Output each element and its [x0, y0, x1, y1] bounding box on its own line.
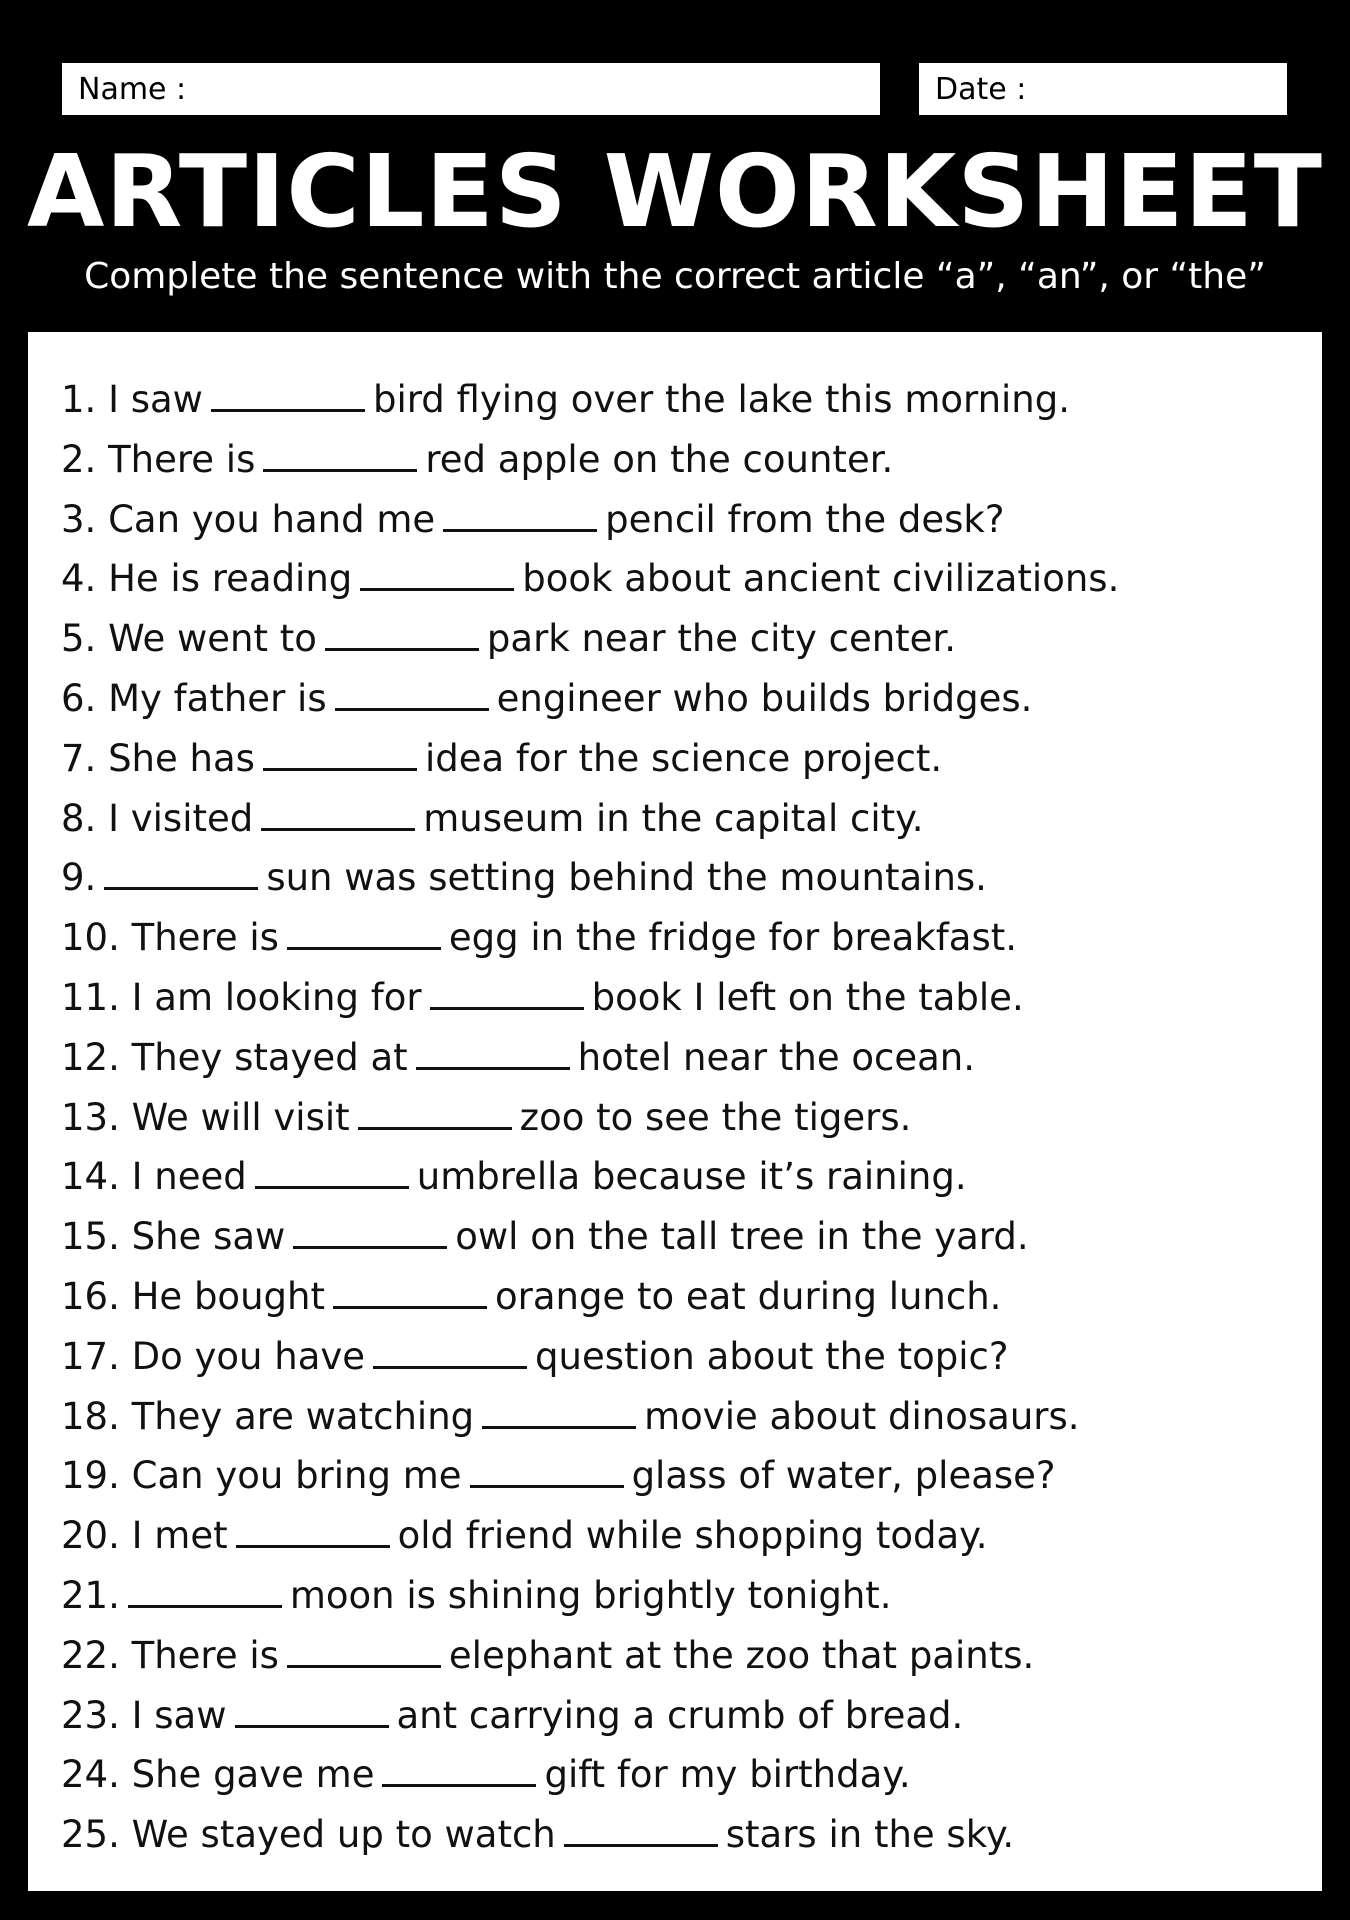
answer-blank[interactable] [261, 798, 415, 831]
question-text-after: museum in the capital city. [423, 796, 924, 840]
question-text-after: zoo to see the tigers. [519, 1095, 912, 1139]
question-item [61, 789, 1119, 849]
worksheet-title: ARTICLES WORKSHEET [27, 133, 1323, 250]
question-item [61, 490, 1119, 550]
answer-blank[interactable] [416, 1037, 570, 1070]
answer-blank[interactable] [373, 1336, 527, 1369]
answer-blank[interactable] [287, 1635, 441, 1668]
question-text-after: umbrella because it’s raining. [416, 1155, 967, 1199]
question-text-before: 5. We went to [61, 617, 317, 661]
question-text-before: 16. He bought [61, 1274, 325, 1318]
answer-blank[interactable] [263, 738, 417, 771]
question-text-after: orange to eat during lunch. [494, 1274, 1002, 1318]
question-text-after: gift for my birthday. [544, 1753, 911, 1797]
answer-blank[interactable] [382, 1754, 536, 1787]
question-text-before: 24. She gave me [61, 1753, 375, 1797]
question-text-before: 4. He is reading [61, 557, 353, 601]
question-item [61, 669, 1119, 729]
question-item [61, 609, 1119, 669]
question-text-after: moon is shining brightly tonight. [289, 1573, 892, 1617]
question-item [61, 1387, 1119, 1447]
question-text-after: stars in the sky. [725, 1813, 1015, 1857]
question-text-after: idea for the science project. [424, 736, 943, 780]
question-list [61, 370, 1119, 1865]
question-text-after: book I left on the table. [591, 975, 1024, 1019]
name-label: Name : [78, 71, 187, 107]
name-field[interactable] [62, 63, 880, 115]
question-text-before: 22. There is [61, 1633, 279, 1677]
question-text-before: 14. I need [61, 1155, 247, 1199]
question-text-after: elephant at the zoo that paints. [448, 1633, 1035, 1677]
question-text-before: 23. I saw [61, 1693, 227, 1737]
question-text-after: hotel near the ocean. [577, 1035, 975, 1079]
question-text-after: egg in the fridge for breakfast. [448, 916, 1018, 960]
question-item [61, 908, 1119, 968]
question-text-after: glass of water, please? [631, 1454, 1056, 1498]
question-item [61, 549, 1119, 609]
question-text-before: 19. Can you bring me [61, 1454, 462, 1498]
question-item [61, 1805, 1119, 1865]
question-text-before: 1. I saw [61, 378, 203, 421]
question-item [61, 430, 1119, 490]
question-item [61, 1147, 1119, 1207]
question-item [61, 1267, 1119, 1327]
question-sheet [28, 332, 1322, 1891]
question-text-before: 11. I am looking for [61, 975, 422, 1019]
question-item [61, 968, 1119, 1028]
question-text-before: 25. We stayed up to watch [61, 1813, 556, 1857]
answer-blank[interactable] [358, 1097, 512, 1130]
question-text-before: 13. We will visit [61, 1095, 350, 1139]
answer-blank[interactable] [333, 1276, 487, 1309]
question-item [61, 1088, 1119, 1148]
question-text-after: book about ancient civilizations. [522, 557, 1120, 601]
question-text-after: red apple on the counter. [425, 437, 894, 481]
answer-blank[interactable] [236, 1515, 390, 1548]
answer-blank[interactable] [482, 1396, 636, 1429]
answer-blank[interactable] [470, 1455, 624, 1488]
answer-blank[interactable] [360, 558, 514, 591]
question-item [61, 1207, 1119, 1267]
question-text-before: 12. They stayed at [61, 1035, 408, 1079]
date-field[interactable] [919, 63, 1287, 115]
question-item [61, 1686, 1119, 1746]
question-text-after: old friend while shopping today. [397, 1514, 988, 1558]
question-item [61, 1566, 1119, 1626]
question-text-after: bird flying over the lake this morning. [372, 378, 1070, 421]
answer-blank[interactable] [293, 1216, 447, 1249]
question-item [61, 729, 1119, 789]
question-text-after: movie about dinosaurs. [644, 1394, 1080, 1438]
instructions: Complete the sentence with the correct article “a”, “an”, or “the” [84, 256, 1266, 297]
question-text-before: 18. They are watching [61, 1394, 475, 1438]
question-item [61, 848, 1119, 908]
question-text-after: question about the topic? [535, 1334, 1009, 1378]
question-text-after: sun was setting behind the mountains. [266, 856, 987, 900]
answer-blank[interactable] [287, 917, 441, 950]
question-text-before: 8. I visited [61, 796, 254, 840]
question-item [61, 1745, 1119, 1805]
question-text-before: 7. She has [61, 736, 255, 780]
answer-blank[interactable] [430, 977, 584, 1010]
date-label: Date : [935, 71, 1027, 107]
question-text-before: 9. [61, 856, 97, 900]
question-text-before: 15. She saw [61, 1215, 286, 1259]
answer-blank[interactable] [104, 857, 258, 890]
question-text-after: owl on the tall tree in the yard. [455, 1215, 1029, 1259]
question-text-before: 2. There is [61, 437, 256, 481]
question-text-after: ant carrying a crumb of bread. [396, 1693, 964, 1737]
answer-blank[interactable] [263, 439, 417, 472]
question-text-before: 21. [61, 1573, 120, 1617]
question-item [61, 370, 1119, 430]
question-item [61, 1028, 1119, 1088]
answer-blank[interactable] [443, 499, 597, 532]
answer-blank[interactable] [255, 1156, 409, 1189]
question-text-before: 20. I met [61, 1514, 228, 1558]
question-item [61, 1626, 1119, 1686]
question-text-before: 10. There is [61, 916, 279, 960]
question-item [61, 1506, 1119, 1566]
answer-blank[interactable] [128, 1575, 282, 1608]
answer-blank[interactable] [335, 678, 489, 711]
question-text-after: engineer who builds bridges. [496, 676, 1033, 720]
question-text-before: 3. Can you hand me [61, 497, 436, 541]
answer-blank[interactable] [564, 1814, 718, 1847]
question-text-before: 6. My father is [61, 676, 327, 720]
question-item [61, 1446, 1119, 1506]
question-text-after: park near the city center. [486, 617, 957, 661]
answer-blank[interactable] [235, 1695, 389, 1728]
question-text-after: pencil from the desk? [605, 497, 1005, 541]
question-item [61, 1327, 1119, 1387]
question-text-before: 17. Do you have [61, 1334, 366, 1378]
answer-blank[interactable] [325, 618, 479, 651]
answer-blank[interactable] [211, 379, 365, 412]
